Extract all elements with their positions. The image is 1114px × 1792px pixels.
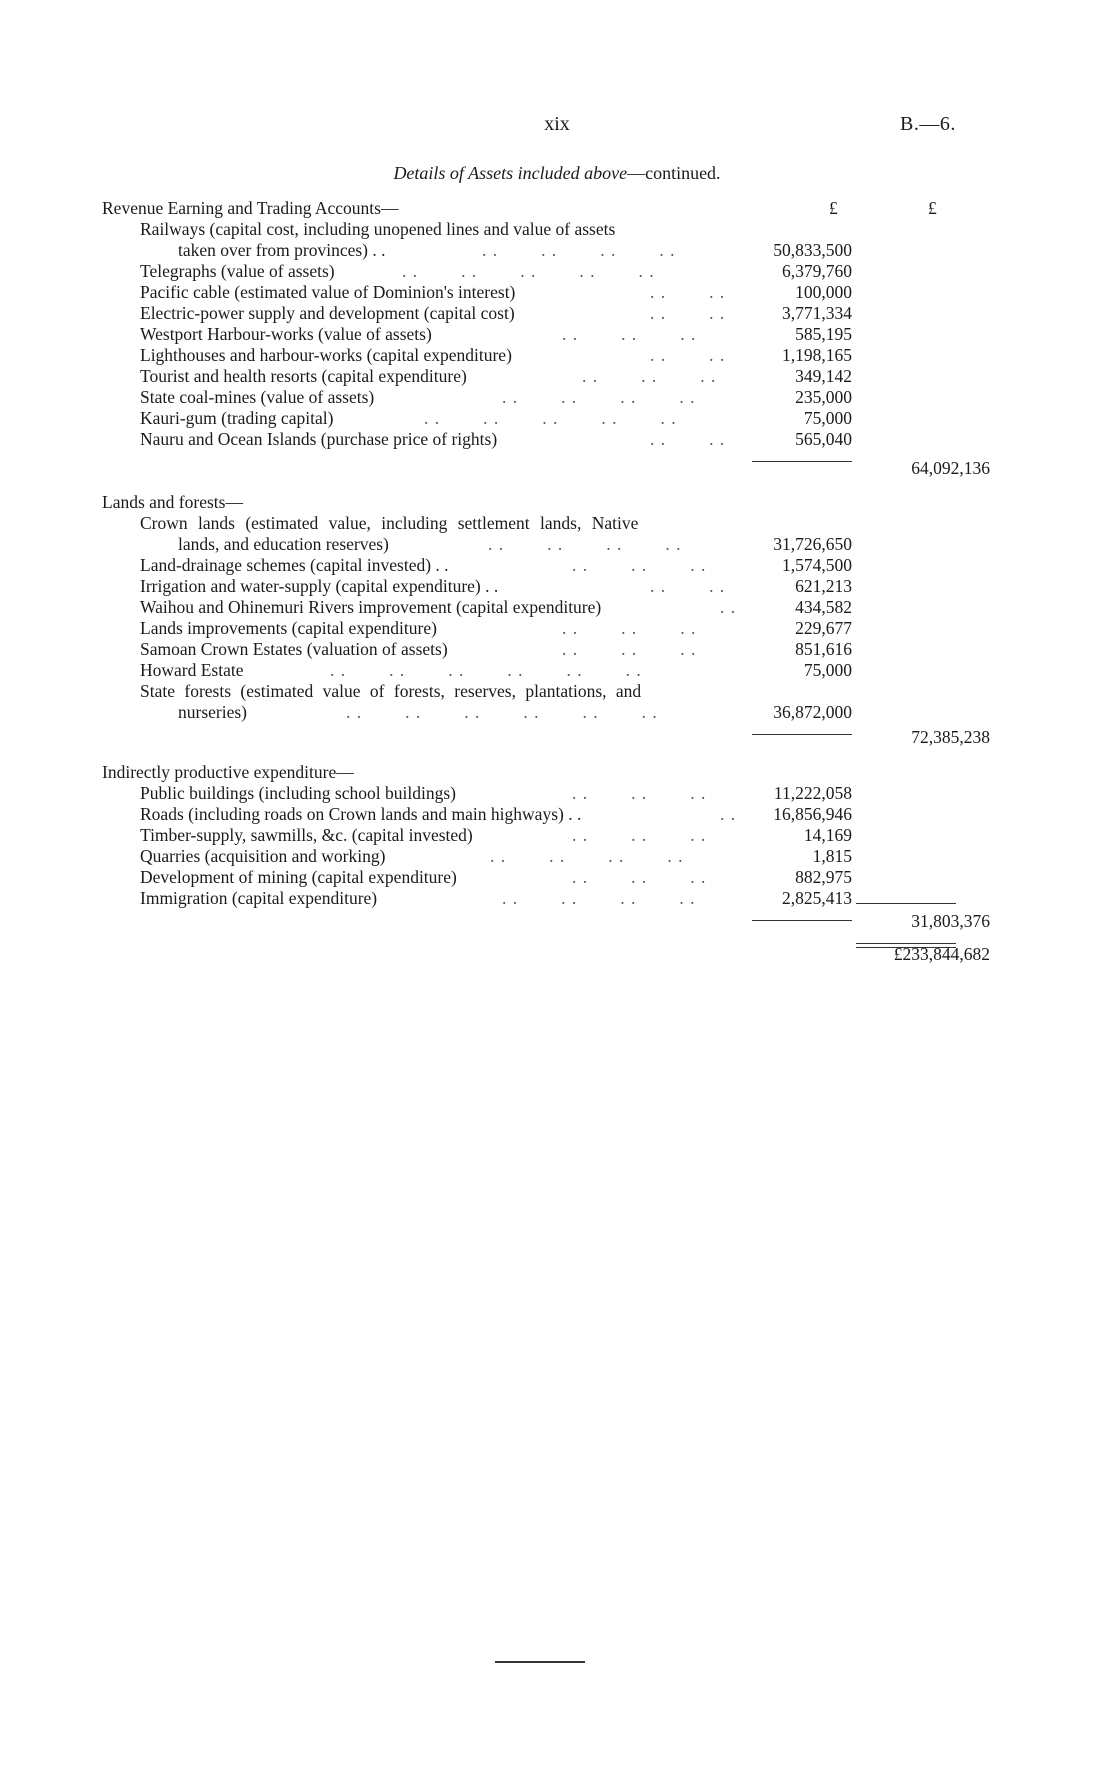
table-row	[102, 303, 990, 324]
table-row	[102, 888, 990, 909]
leader-dots: . . . . . . . .	[502, 888, 696, 908]
section-heading: Revenue Earning and Trading Accounts—	[102, 198, 399, 218]
table-row	[102, 681, 990, 702]
table-row	[102, 324, 990, 345]
spacer	[102, 930, 990, 944]
item-label: State forests (estimated value of forests, reserves, plantations, and	[140, 681, 642, 701]
item-label: Nauru and Ocean Islands (purchase price of rights)	[140, 429, 498, 449]
item-label: Lands improvements (capital expenditure)	[140, 618, 437, 638]
section-heading: Lands and forests—	[102, 492, 243, 512]
section-heading-row	[102, 198, 990, 219]
page-number: xix	[544, 113, 570, 135]
item-amount: 11,222,058	[773, 783, 852, 803]
page-subtitle	[0, 163, 1114, 184]
item-label: Crown lands (estimated value, including settlement lands, Native	[140, 513, 639, 533]
item-amount: 621,213	[795, 576, 852, 596]
item-amount: 434,582	[795, 597, 852, 617]
table-row	[102, 366, 990, 387]
grand-total-double-rule	[856, 943, 956, 948]
leader-dots: . . . . . .	[562, 324, 697, 344]
table-row	[102, 555, 990, 576]
currency-col2: £	[928, 198, 937, 218]
leader-dots: . . . .	[650, 429, 726, 449]
subtotal-rule	[752, 920, 852, 921]
item-label: Lighthouses and harbour-works (capital expenditure)	[140, 345, 512, 365]
leader-dots: . . . . . .	[572, 555, 707, 575]
item-amount: 36,872,000	[773, 702, 852, 722]
table-row	[102, 804, 990, 825]
leader-dots: . . . . . . . . . .	[402, 261, 655, 281]
table-row	[102, 660, 990, 681]
leader-dots: . . . . . .	[562, 639, 697, 659]
leader-dots: . . . . . . . . . .	[424, 408, 677, 428]
item-amount: 3,771,334	[782, 303, 852, 323]
item-label: Land-drainage schemes (capital invested) . .	[140, 555, 449, 575]
item-amount: 2,825,413	[782, 888, 852, 908]
leader-dots: . . . .	[650, 303, 726, 323]
item-label: Irrigation and water-supply (capital expenditure) . .	[140, 576, 499, 596]
leader-dots: . .	[720, 804, 737, 824]
subtitle-continued: —continued.	[627, 163, 721, 183]
table-row	[102, 429, 990, 450]
subtotal-row	[102, 909, 990, 930]
item-label: Roads (including roads on Crown lands and main highways) . .	[140, 804, 582, 824]
leader-dots: . . . .	[650, 345, 726, 365]
item-label: Timber-supply, sawmills, &c. (capital invested)	[140, 825, 473, 845]
table-row	[102, 513, 990, 534]
document-reference: B.—6.	[900, 113, 956, 135]
item-label: Kauri-gum (trading capital)	[140, 408, 334, 428]
item-label: Quarries (acquisition and working)	[140, 846, 386, 866]
leader-dots: . .	[720, 597, 737, 617]
subtotal-row	[102, 723, 990, 747]
table-row	[102, 408, 990, 429]
table-row	[102, 825, 990, 846]
table-row	[102, 240, 990, 261]
table-row	[102, 534, 990, 555]
grand-total: £233,844,682	[893, 944, 990, 964]
leader-dots: . . . . . . . .	[490, 846, 684, 866]
currency-col1: £	[829, 198, 838, 218]
leader-dots: . . . . . .	[572, 867, 707, 887]
item-amount: 75,000	[803, 660, 852, 680]
table-row	[102, 783, 990, 804]
item-label: Telegraphs (value of assets)	[140, 261, 335, 281]
item-amount: 50,833,500	[773, 240, 852, 260]
item-amount: 565,040	[795, 429, 852, 449]
item-amount: 14,169	[803, 825, 852, 845]
item-label-cont: nurseries)	[178, 702, 248, 722]
item-amount: 851,616	[795, 639, 852, 659]
leader-dots: . . . .	[650, 282, 726, 302]
item-amount: 75,000	[803, 408, 852, 428]
table-row	[102, 261, 990, 282]
item-label: Howard Estate	[140, 660, 244, 680]
table-row	[102, 702, 990, 723]
item-amount: 1,815	[812, 846, 852, 866]
table-row	[102, 618, 990, 639]
item-label: Samoan Crown Estates (valuation of assets)	[140, 639, 448, 659]
item-amount: 6,379,760	[782, 261, 852, 281]
item-label-cont: lands, and education reserves)	[178, 534, 389, 554]
section-subtotal: 72,385,238	[911, 727, 990, 747]
item-amount: 882,975	[795, 867, 852, 887]
item-amount: 100,000	[795, 282, 852, 302]
item-label-cont: taken over from provinces) . .	[178, 240, 386, 260]
section-subtotal: 31,803,376	[911, 911, 990, 931]
leader-dots: . . . . . .	[572, 825, 707, 845]
leader-dots: . . . .	[650, 576, 726, 596]
item-label: Electric-power supply and development (capital cost)	[140, 303, 515, 323]
section-heading: Indirectly productive expenditure—	[102, 762, 354, 782]
table-row	[102, 219, 990, 240]
item-label: Public buildings (including school buildings)	[140, 783, 456, 803]
leader-dots: . . . . . .	[562, 618, 697, 638]
section-heading-row	[102, 762, 990, 783]
grand-total-rule	[856, 903, 956, 904]
item-amount: 31,726,650	[773, 534, 852, 554]
item-label: Railways (capital cost, including unopened lines and value of assets	[140, 219, 616, 239]
subtotal-rule	[752, 461, 852, 462]
leader-dots: . . . . . . . .	[482, 240, 676, 260]
item-amount: 1,574,500	[782, 555, 852, 575]
item-label: State coal-mines (value of assets)	[140, 387, 375, 407]
leader-dots: . . . . . . . . . . . .	[346, 702, 658, 722]
item-amount: 585,195	[795, 324, 852, 344]
subtotal-rule	[752, 734, 852, 735]
table-row	[102, 597, 990, 618]
item-label: Waihou and Ohinemuri Rivers improvement (capital expenditure)	[140, 597, 602, 617]
item-label: Westport Harbour-works (value of assets)	[140, 324, 432, 344]
item-label: Immigration (capital expenditure)	[140, 888, 378, 908]
item-label: Tourist and health resorts (capital expenditure)	[140, 366, 467, 386]
table-row	[102, 282, 990, 303]
end-rule	[495, 1661, 585, 1663]
table-row	[102, 345, 990, 366]
leader-dots: . . . . . . . . . . . .	[330, 660, 642, 680]
section-heading-row	[102, 492, 990, 513]
section-subtotal: 64,092,136	[911, 458, 990, 478]
item-amount: 229,677	[795, 618, 852, 638]
item-amount: 235,000	[795, 387, 852, 407]
item-amount: 1,198,165	[782, 345, 852, 365]
item-amount: 16,856,946	[773, 804, 852, 824]
table-row	[102, 576, 990, 597]
subtotal-row	[102, 450, 990, 478]
table-row	[102, 639, 990, 660]
table-row	[102, 867, 990, 888]
leader-dots: . . . . . .	[582, 366, 717, 386]
leader-dots: . . . . . . . .	[488, 534, 682, 554]
table-row	[102, 846, 990, 867]
item-label: Development of mining (capital expenditure)	[140, 867, 457, 887]
item-label: Pacific cable (estimated value of Dominion's interest)	[140, 282, 516, 302]
leader-dots: . . . . . . . .	[502, 387, 696, 407]
assets-table	[102, 198, 990, 965]
table-row	[102, 387, 990, 408]
subtitle-italic: Details of Assets included above	[393, 163, 628, 183]
leader-dots: . . . . . .	[572, 783, 707, 803]
item-amount: 349,142	[795, 366, 852, 386]
